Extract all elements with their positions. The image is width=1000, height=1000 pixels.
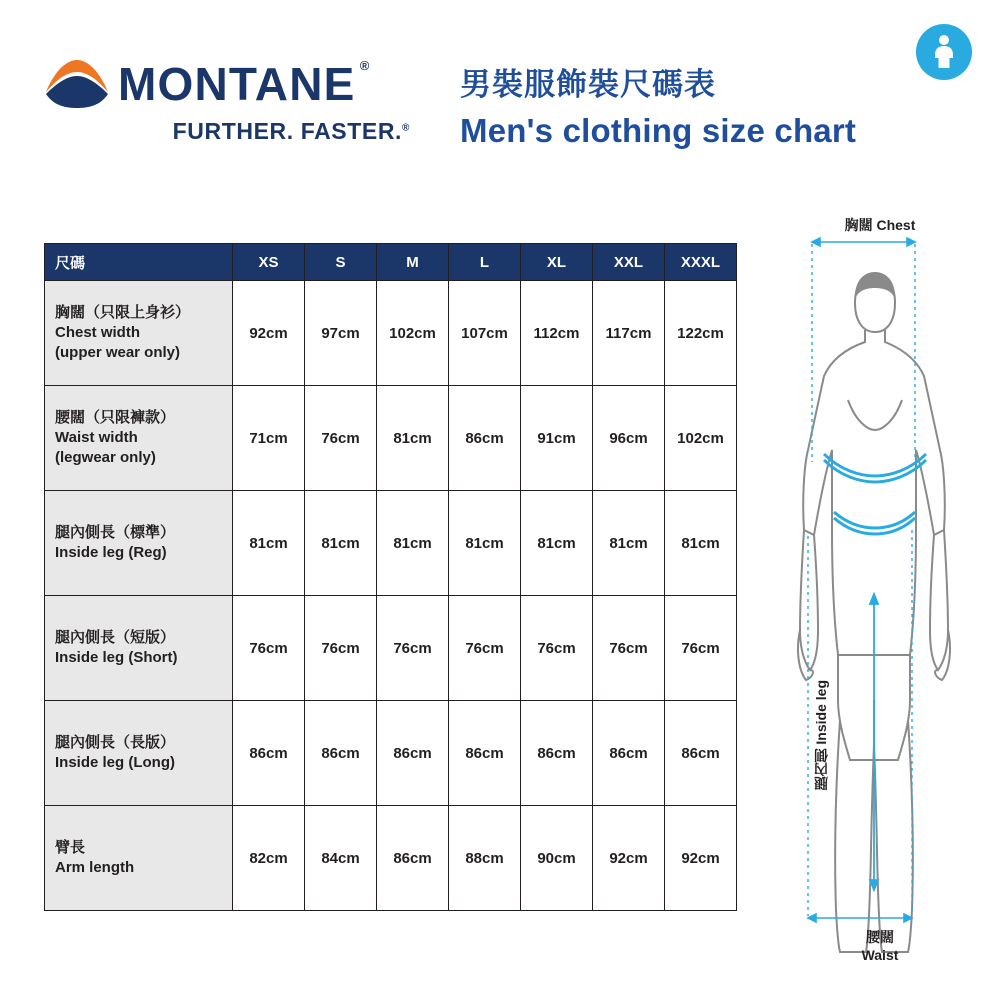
cell-leg-long-xs: 86cm [233,701,305,806]
table-row [45,386,737,491]
chest-measure-label: 胸闊 Chest [844,217,916,233]
cell-arm-l: 88cm [449,806,521,911]
cell-leg-short-xs: 76cm [233,596,305,701]
cell-waist-xxl: 96cm [593,386,665,491]
cell-leg-reg-s: 81cm [305,491,377,596]
brand-name [118,58,371,110]
cell-chest-s: 97cm [305,281,377,386]
cell-chest-m: 102cm [377,281,449,386]
column-header-xs: XS [233,244,305,281]
cell-leg-reg-xs: 81cm [233,491,305,596]
waist-measure-label-zh: 腰闊 [866,929,894,945]
cell-chest-xl: 112cm [521,281,593,386]
column-header-xxl: XXL [593,244,665,281]
cell-chest-xxxl: 122cm [665,281,737,386]
cell-arm-xxl: 92cm [593,806,665,911]
cell-waist-xl: 91cm [521,386,593,491]
brand-logo [44,56,414,145]
row-label-chest-width [45,281,233,386]
cell-waist-m: 81cm [377,386,449,491]
column-header-l: L [449,244,521,281]
chest-dimension-line [812,238,915,246]
cell-waist-s: 76cm [305,386,377,491]
cell-leg-reg-m: 81cm [377,491,449,596]
cell-leg-reg-xxxl: 81cm [665,491,737,596]
page-title-en: Men's clothing size chart [460,111,857,149]
cell-leg-reg-xl: 81cm [521,491,593,596]
row-label-en: Arm length [55,859,135,876]
inside-leg-measure-label: 腿內側 Inside leg [813,680,829,791]
table-row [45,701,737,806]
row-label-inside-leg-long [45,701,233,806]
cell-chest-l: 107cm [449,281,521,386]
cell-leg-short-l: 76cm [449,596,521,701]
size-chart-table [44,243,736,911]
row-label-note: (upper wear only) [55,344,181,362]
waist-dimension-line [808,914,912,922]
table-row [45,491,737,596]
cell-leg-short-xl: 76cm [521,596,593,701]
cell-leg-long-xxl: 86cm [593,701,665,806]
cell-chest-xxl: 117cm [593,281,665,386]
column-header-m: M [377,244,449,281]
registered-mark: ® [359,58,371,73]
column-header-size: 尺碼 [45,244,233,281]
brand-name-text: MONTANE [118,58,356,110]
cell-chest-xs: 92cm [233,281,305,386]
measurement-figure [760,200,990,970]
cell-leg-reg-xxl: 81cm [593,491,665,596]
cell-arm-s: 84cm [305,806,377,911]
cell-leg-long-l: 86cm [449,701,521,806]
table-row [45,281,737,386]
cell-waist-l: 86cm [449,386,521,491]
cell-waist-xs: 71cm [233,386,305,491]
cell-leg-short-m: 76cm [377,596,449,701]
column-header-s: S [305,244,377,281]
male-figure-icon [929,34,959,70]
cell-arm-m: 86cm [377,806,449,911]
brand-tagline [44,118,414,145]
row-label-en: Inside leg (Reg) [55,544,167,561]
row-label-zh: 胸闊（只限上身衫） [55,303,191,321]
cell-leg-short-xxxl: 76cm [665,596,737,701]
column-header-xxxl: XXXL [665,244,737,281]
row-label-zh: 腿內側長（短版） [55,628,176,646]
row-label-en: Waist width [55,428,138,446]
cell-arm-xl: 90cm [521,806,593,911]
male-figure-badge [916,24,972,80]
cell-leg-short-xxl: 76cm [593,596,665,701]
cell-arm-xxxl: 92cm [665,806,737,911]
cell-leg-short-s: 76cm [305,596,377,701]
row-label-note: (legwear only) [55,449,156,467]
page-title [460,66,856,153]
waist-measure-label [800,928,960,964]
row-label-en: Inside leg (Long) [55,754,175,771]
cell-leg-long-xl: 86cm [521,701,593,806]
cell-leg-long-xxxl: 86cm [665,701,737,806]
cell-leg-reg-l: 81cm [449,491,521,596]
table-header-row [45,244,737,281]
row-label-inside-leg-short [45,596,233,701]
row-label-en: Inside leg (Short) [55,649,178,666]
page-header [0,0,1000,190]
page-title-zh: 男裝服飾裝尺碼表 [460,67,716,102]
row-label-en: Chest width [55,323,140,341]
row-label-arm-length [45,806,233,911]
row-label-zh: 臂長 [55,838,86,856]
row-label-zh: 腿內側長（長版） [55,733,176,751]
cell-arm-xs: 82cm [233,806,305,911]
row-label-waist-width [45,386,233,491]
row-label-zh: 腰闊（只限褲款） [55,408,176,426]
mountain-swoosh-logo-icon [44,58,110,110]
cell-waist-xxxl: 102cm [665,386,737,491]
table-row [45,596,737,701]
row-label-inside-leg-reg [45,491,233,596]
brand-tagline-text: FURTHER. FASTER. [172,118,403,144]
cell-leg-long-m: 86cm [377,701,449,806]
column-header-xl: XL [521,244,593,281]
row-label-zh: 腿內側長（標準） [55,523,176,541]
table-row [45,806,737,911]
male-body-diagram [760,200,990,970]
cell-leg-long-s: 86cm [305,701,377,806]
waist-measure-band [834,512,915,534]
chest-measure-band [824,454,926,482]
tagline-registered-mark: ® [402,122,410,134]
waist-measure-label-en: Waist [861,947,899,964]
